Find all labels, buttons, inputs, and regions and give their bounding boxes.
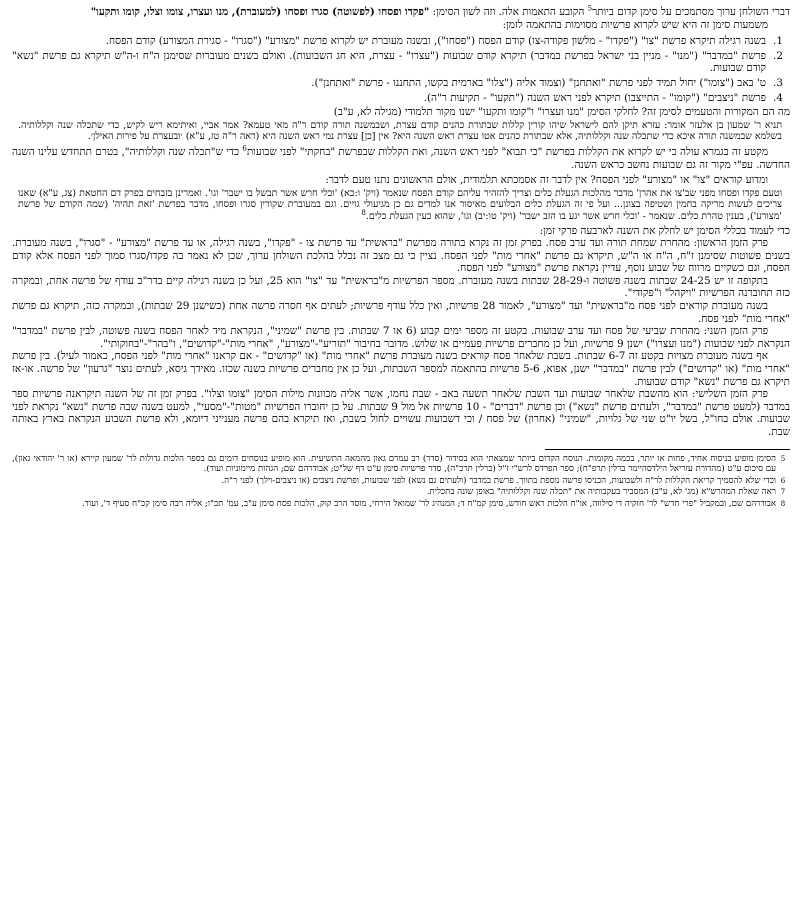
third-period-paragraph: פרק הזמן השלישי: הוא מהשבת שלאחר שבועות ועד השבת שלאחר תשעה באב - שבת נחמו, אשר אליה מכוונות מילות הסימן "צומו וצלו". בפרק זמן זה של השנה תיקראנה פרשיות ספר במדבר (למעט פרשת "במדבר", ולעתים פרשת "נשא") וכן פרשת "דברים" - 10 פרשיות אל מול 9 שבתות. על כן יחוברו הפרשיות "מטות"-"מסעי", למעט בשנה שבה פרשת "נשא" נקראת לפני שבועות. אולם בחו"ל, בשל יו"ט שני של גלויות, "שמיני" (אחרון) של פסח / וכי דשבועות עשויים לחול בשבת, ואז תיקרא בהם פרשה מענייני דיומא, ולא פרשת השבוע הנקראת בארץ באותה שבת. — [12, 388, 790, 438]
footnote-number: 6 — [780, 476, 786, 485]
list-item — [12, 92, 790, 105]
list-number: 1. — [773, 35, 783, 48]
why-quote-text: וטעם פקדו ופסחו מפני שב'צו את אהרן' מדבר מהלכות הגעלת כלים וצריך להזהיר עליהם קודם הפסח שנאמר (ויק' ו:כא) 'וכלי חרש אשר תבשל בו ישבר' וגו'. ואמרינן בזבחים בפרק דם החטאת (צג, ע"א) שאנו צריכים לעשות מריקה בחמין ושטיפה בצונן... ועל פי זה הגעלת כלים הבלועים מאיסור אנו למדים גם כן מגיעולי גויים. וגם במעוברת שקורין סגרו ופסחו, מדבר בפרשת 'זאת תהיה' (שמה הקודם של פרשת 'מצורע'), בענין טהרת כלים. שנאמר - 'וכלי חרש אשר יגע בו הזב ישבר' (ויק' טו:יב) וגו', שהוא כעין הגעלת כלים. — [18, 187, 782, 222]
footnote-text: ראה שאלת המהרש"א (מג' לא, ע"ב) המסביר בעקבותיה את "תכלה שנה וקללותיה" באופן שונה בתכלית. — [426, 487, 776, 498]
footnote — [12, 499, 790, 510]
footnote-number: 5 — [780, 454, 786, 463]
talmud-quote: תניא ר' שמעון בן אלעזר אומר: עזרא תיקן להם לישראל שיהו קורין קללות שבתורת כהנים קודם עצרת, ושבמשנה תורה קודם ר"ה מאי טעמא? אמר אביי, ואיתימא ריש לקיש, כדי שתכלה שנה וקללותיה. בשלמא שבמשנה תורה איכא כדי שתכלה שנה וקללותיה, אלא שבתורת כהנים אטו עצרת ראש השנה היא? אין [כן] עצרת נמי ראש השנה היא (ראה ר"ה טז, ע"א) ׳ובעצרת על פירות האילן׳. — [18, 119, 782, 143]
second-period-leap: אף בשנה מעוברת מצויות בקטע זה 6-7 שבתות. בשבת שלאחר פסח קוראים בשנה מעוברת פרשת "אחרי מות" (או "קדושים" - אם קראנו "אחרי מות" לפני הפסח, כאמור לעיל). בין פרשת "אחרי מות" (או "קדושים") לבין פרשת "במדבר" ישנן, אפוא, 5-6 פרשיות בהתאמה למספר השבתות, ועל כן אין מחברים פרשיות בשנה שכזו. מאידך גיסא, לעתים נוצר "גרעון" של פרשה. או-אז תיקרא גם פרשת "נשא" קודם שבועות. — [12, 350, 790, 388]
list-text: פרשת "במדבר" ("מנו" - מניין בני ישראל בפרשת במדבר) תיקרא קודם שבועות ("עצרו" - עצרת, היא חג השבועות). ואולם בשנים מעוברות שסימנן ה"ח ו-ה"ש תיקרא גם פרשת "נשא" קודם שבועות. — [12, 49, 766, 75]
footnote — [12, 454, 790, 475]
intro-meaning: משמעות סימן זה היא שיש לקרוא פרשיות מסוימות בהתאמה לזמן: — [502, 18, 768, 31]
rules-list — [12, 35, 790, 104]
context-paragraph — [12, 146, 790, 171]
intro-text: דברי השולחן ערוך מסתמכים על סימן קדום ביותר — [592, 6, 790, 18]
sources-paragraph: מה הם המקורות והטעמים לסימן זה? לחלקי הסימן "מנו ועצרו" ו"קומו ותקעו" ישנו מקור תלמודי (מגילה לא, ע"ב) — [333, 106, 790, 119]
list-text: בשנה רגילה תיקרא פרשת "צו" ("פקדו" - מלשון פקודה-צו) קודם הפסח ("פסחו"), ובשנה מעוברת יש לקרוא פרשת "מצורע" ("סגרו" - סגירת המצורע) קודם הפסח. — [105, 35, 766, 48]
footnote-number: 8 — [780, 499, 786, 508]
footnote — [12, 487, 790, 498]
footnote-text: הסימן מופיע בניסוח אחיד, פחות או יותר, בכמה מקומות. הנוסח הקדום ביותר שמצאתי הוא בסידור (סדר) רב עמרם גאון מהמאה התשיעית. הוא מופיע בנוסחים דומים גם בספר הלכות גדולות לר' שמעון קיירא (או ר' יהודאי גאון), עם סיכום ע"ט (מהדורת עזריאל הילדסהיימר ברלין תרפ"ח); ספר הפרדס לרש"י ז"ל (ברלין תרכ"ה), סדר פרשיות סימן ע"ט דף של"ט; אבודרהם שם; הגהות מיימוניות ועוד). — [12, 453, 776, 475]
list-item — [12, 50, 790, 75]
footnote-ref-8[interactable]: 8 — [361, 208, 366, 217]
context-text: מקטע זה בגמרא עולה כי יש לקרוא את הקללות בפרשת "כי תבוא" לפני ראש השנה, ואת הקללות שבפרשת "בחקתי" לפני שבועות — [246, 145, 768, 158]
footnote-number: 7 — [780, 488, 786, 497]
first-period-leap: בשנה מעוברת קוראים לפני פסח מ"בראשית" ועד "מצורע", לאמור 28 פרשיות, ואין כלל עודף פרשיות; לעתים אף חסרה פרשה אחת (כשישנן 29 שבתות), ובמקרה כזה, תיקרא גם פרשת "אחרי מות" לפני פסח. — [12, 300, 790, 325]
intro-text-cont: הקובע התאמות אלה. וזה לשון הסימן: — [429, 6, 588, 18]
footnote-text: אבודרהם שם, ובמקביל "פרי חדש" לר' חזקיה די סילווה, או"ח הלכות ראש חודש, סימן קמ"ח ד; המנהיג לר' שמואל הירחי, מוסד הרב קוק, הלכות פסח סימן ע"ב, עמ' תכ"ו; אליה רבה סימן קכ"ח סעיף ד', ועוד. — [82, 498, 776, 509]
footnote-ref-5[interactable]: 5 — [587, 4, 593, 13]
list-number: 4. — [773, 91, 783, 104]
first-period-paragraph: פרק הזמן הראשון: מהחרת שמחת תורה ועד ערב פסח. בפרק זמן זה נקרא בתורה מפרשת "בראשית" עד פרשת צו - "פקדו", בשנה רגילה, או עד פרשת "מצורע" - "סגרו", בשנה מעוברת. בשנים פשוטות שסימנן ז"ח, ה"ח או ה"ש, תיקרא גם פרשת "אחרי מות" לפני הפסח. נציין כי גם מצב זה נכלל בהלכת השולחן ערוך, שכן לא נאמר בה פקדו/סגרו סמוך לפני הפסח אלא קודם הפסח, וגם כשקיים מרווח של שבוע נוסף, עדיין נקראת פרשת "מצורע" לפני הפסח. — [12, 237, 790, 275]
list-number: 2. — [773, 49, 783, 62]
list-text: פרשת "ניצבים" ("קומו" - התייצבו) תיקרא לפני ראש השנה ("תקעו" - תקיעות ר"ה). — [423, 91, 766, 104]
why-paragraph: ומדוע קוראים "צו" או "מצורע" לפני הפסח? אין לדבר זה אסמכתא תלמודית, אולם הראשונים נתנו טעם לדבר: — [325, 174, 768, 187]
footnote-text: וכדי שלא להסמיך קריאת הקללות לר"ה ולשבועות, הכניסו פרשה נוספת בתווך. פרשת במדבר (ולעתים גם נשא) לפני שבועות, ופרשת ניצבים (או ניצבים-וילך) לפני ר"ה. — [221, 475, 776, 486]
why-quote — [18, 188, 782, 223]
list-item — [12, 77, 790, 90]
context-text-cont: כדי ש"תכלה שנה וקללותיה", בטרם תתחדש עלינו השנה החדשה. עפ"י מקור זה גם שבועות נחשב כראש השנה. — [12, 145, 790, 171]
sign-quote: "פקדו ופסחו (לפשוטה) סגרו ופסחו (למעוברת), מנו ועצרו, צומו וצלו, קומו ותקעו" — [90, 6, 430, 18]
division-paragraph: כדי לעמוד בכללי הסימן יש לחלק את השנה לארבעה פרקי זמן: — [539, 224, 790, 237]
list-item — [12, 35, 790, 48]
list-number: 3. — [773, 76, 783, 89]
first-period-count: בתקופה זו יש 24-25 שבתות בשנה פשוטה ו-28-29 שבתות בשנה מעוברת. מספר הפרשיות מ"בראשית" עד "צו" הוא 25, ועל כן בשנה רגילה קיים בדר"כ עודף של פרשה אחת, ובמקרה כזה תחוברנה הפרשיות "ויקהל" ו"פקודי". — [12, 274, 790, 300]
list-text: ט' באב ("צומו") יחול תמיד לפני פרשת "ואתחנן" (וצמוד אליה ("צלו" בארמית בקשו, התחננו - פרשת "ואתחנן"). — [311, 76, 766, 89]
second-period-paragraph: פרק הזמן השני: מהחרת שביעי של פסח ועד ערב שבועות. בקטע זה מספר ימים קבוע (6 או 7 שבתות. בין פרשת "שמיני", הנקראת מיד לאחר הפסח בשנה פשוטה, לבין פרשת "במדבר" הנקראת לפני שבועות ("מנו ועצרו") ישנן 9 פרשיות, ועל כן מחברים פרשיות פעמיים או שלוש. מדובר בחיבור "תזריע"-"מצורע", "אחרי מות"-"קדושים", ו"בהר"-"בחוקותי". — [12, 325, 790, 350]
footnote — [12, 476, 790, 487]
intro-paragraph — [12, 6, 790, 19]
footnote-divider — [545, 449, 790, 450]
footnotes — [12, 454, 790, 510]
footnote-ref-6[interactable]: 6 — [242, 144, 247, 153]
